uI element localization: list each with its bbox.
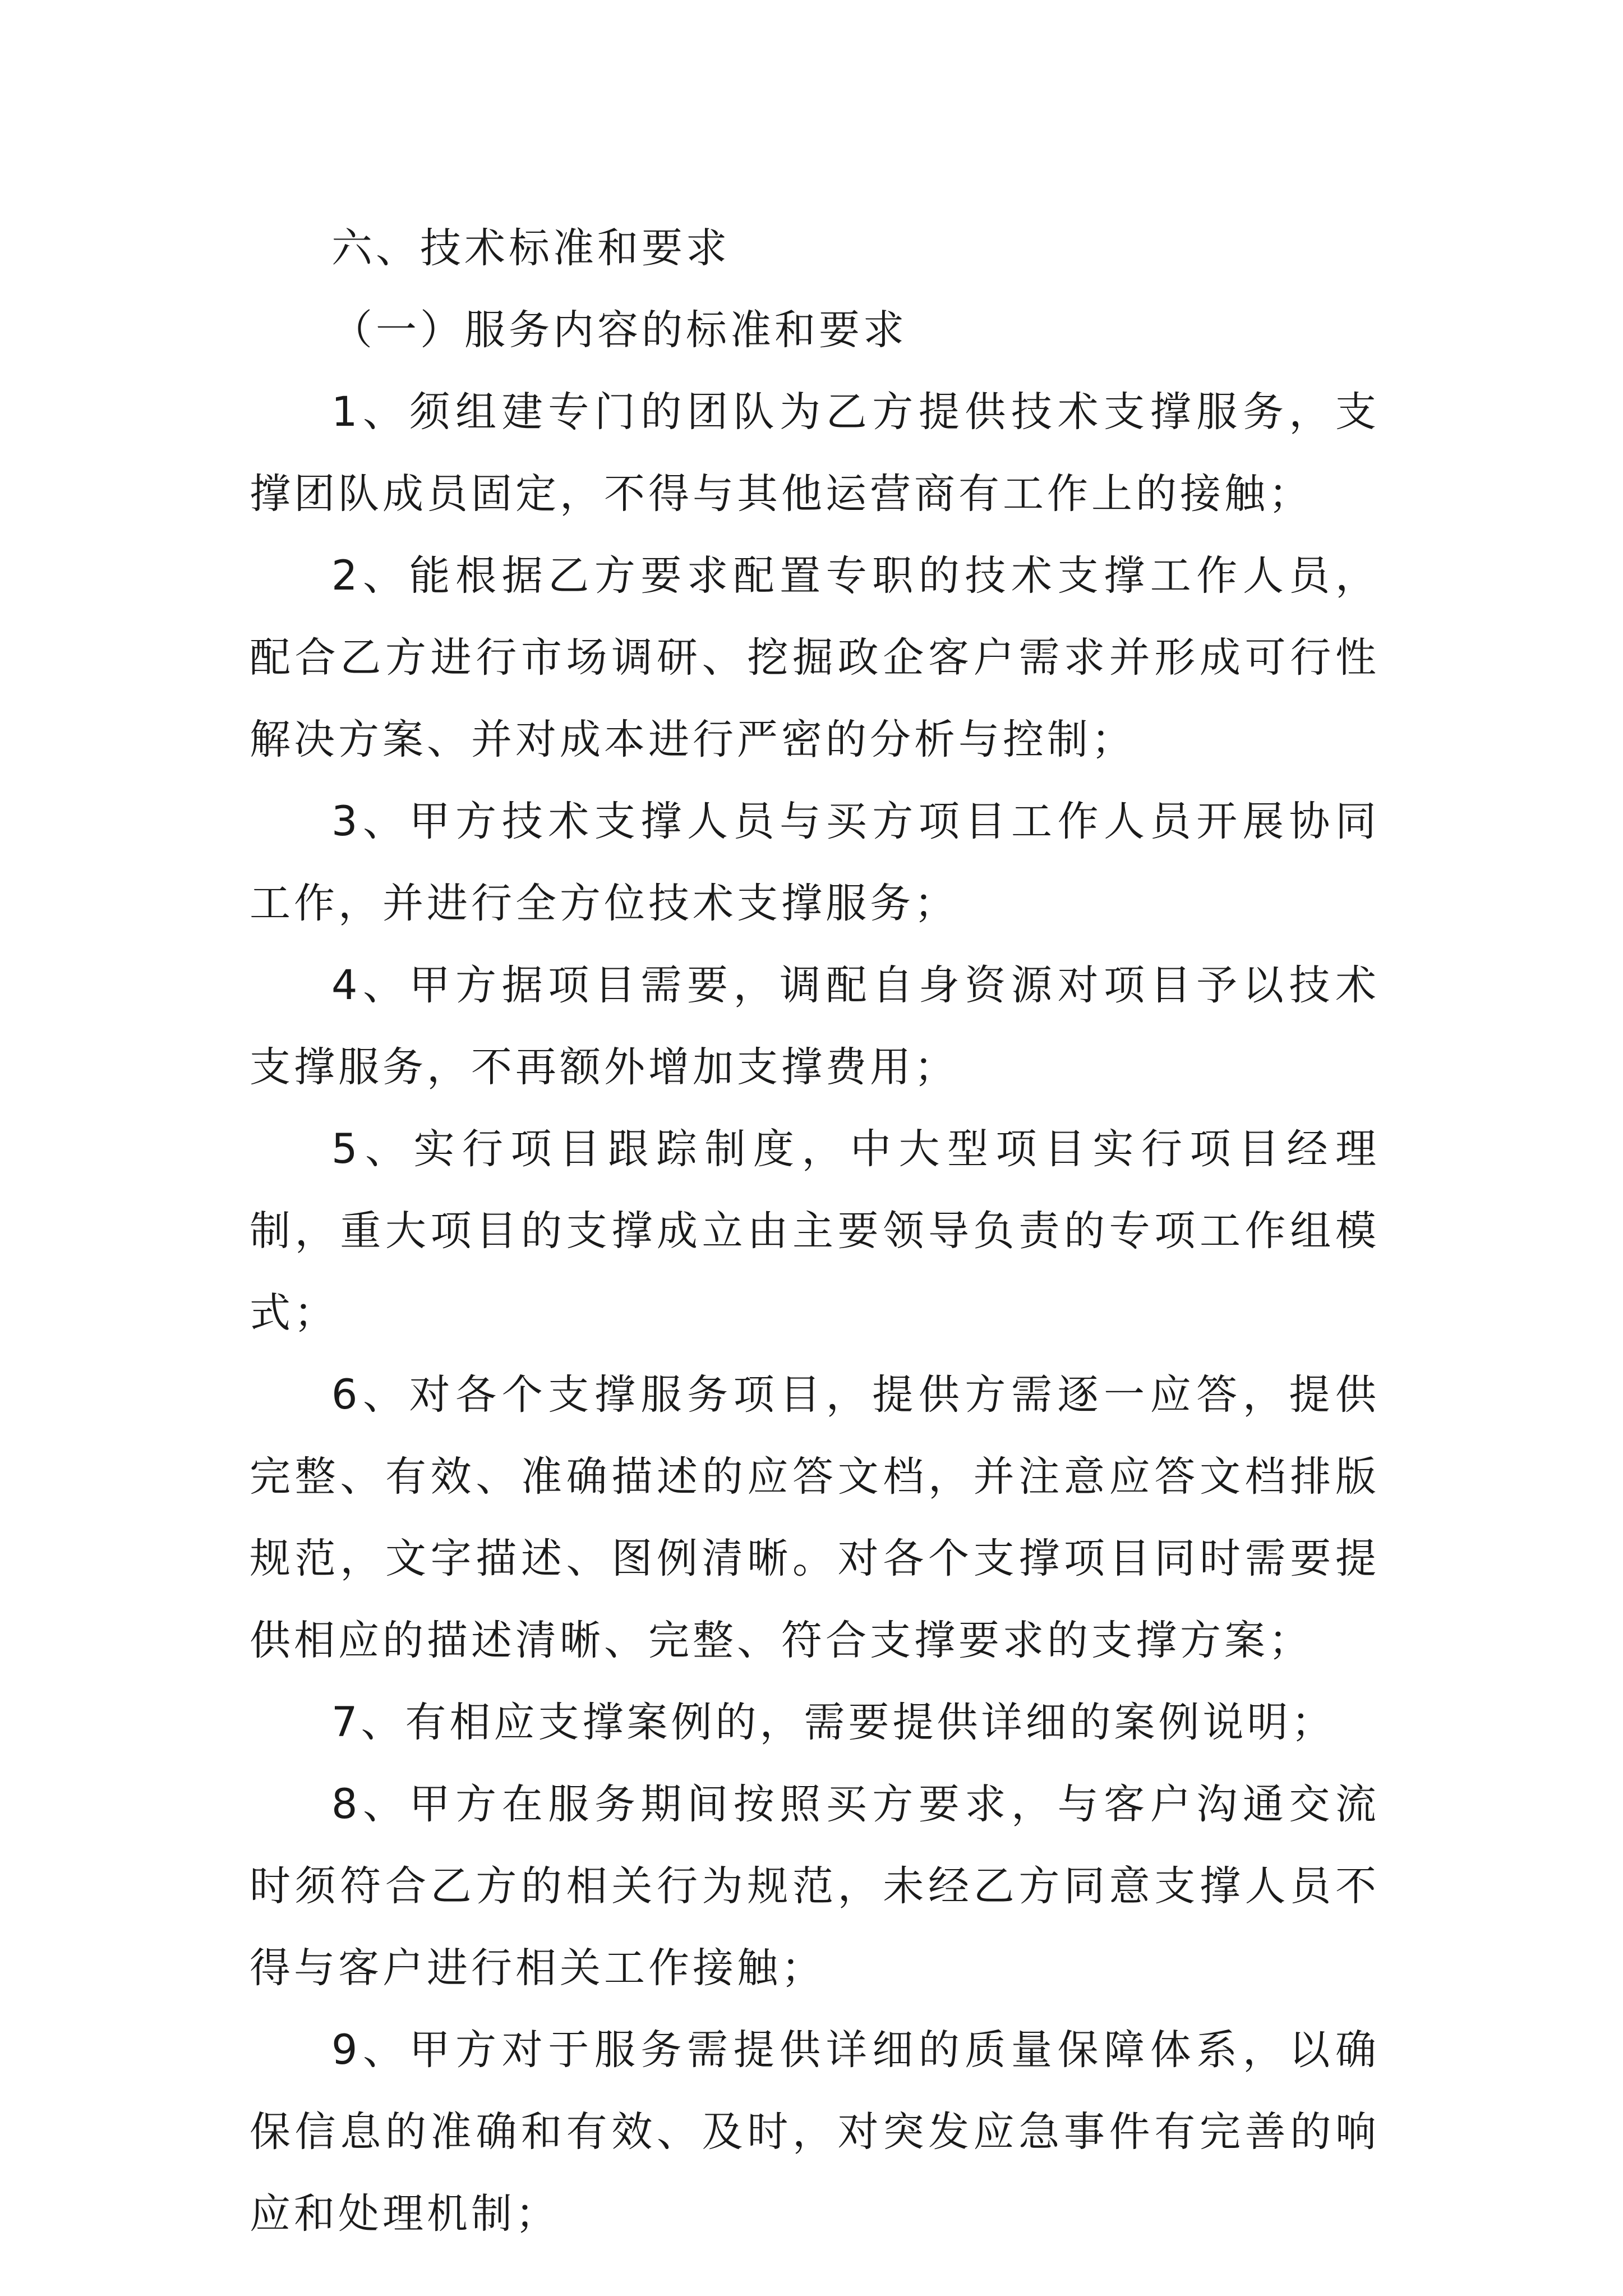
paragraph-item-2: 2、能根据乙方要求配置专职的技术支撑工作人员，配合乙方进行市场调研、挖掘政企客户需求并形成可行性解决方案、并对成本进行严密的分析与控制； xyxy=(250,552,1380,763)
paragraph-item-8: 8、甲方在服务期间按照买方要求，与客户沟通交流时须符合乙方的相关行为规范，未经乙方同意支撑人员不得与客户进行相关工作接触； xyxy=(250,1780,1380,1992)
section-heading: 六、技术标准和要求 xyxy=(331,224,730,272)
paragraph-item-4: 4、甲方据项目需要，调配自身资源对项目予以技术支撑服务，不再额外增加支撑费用； xyxy=(250,961,1380,1091)
document-page xyxy=(250,208,1380,2255)
paragraph-item-1: 1、须组建专门的团队为乙方提供技术支撑服务，支撑团队成员固定，不得与其他运营商有工作上的接触； xyxy=(250,388,1380,518)
paragraph-item-5: 5、实行项目跟踪制度，中大型项目实行项目经理制，重大项目的支撑成立由主要领导负责的专项工作组模式； xyxy=(250,1125,1380,1337)
paragraph-item-9: 9、甲方对于服务需提供详细的质量保障体系，以确保信息的准确和有效、及时，对突发应急事件有完善的响应和处理机制； xyxy=(250,2026,1380,2238)
subsection-heading: （一）服务内容的标准和要求 xyxy=(331,306,907,354)
paragraph-item-3: 3、甲方技术支撑人员与买方项目工作人员开展协同工作，并进行全方位技术支撑服务； xyxy=(250,798,1380,927)
paragraph-item-6: 6、对各个支撑服务项目，提供方需逐一应答，提供完整、有效、准确描述的应答文档，并注意应答文档排版规范，文字描述、图例清晰。对各个支撑项目同时需要提供相应的描述清晰、完整、符合支撑要求的支撑方案； xyxy=(250,1371,1380,1664)
paragraph-item-7: 7、有相应支撑案例的，需要提供详细的案例说明； xyxy=(331,1699,1336,1746)
